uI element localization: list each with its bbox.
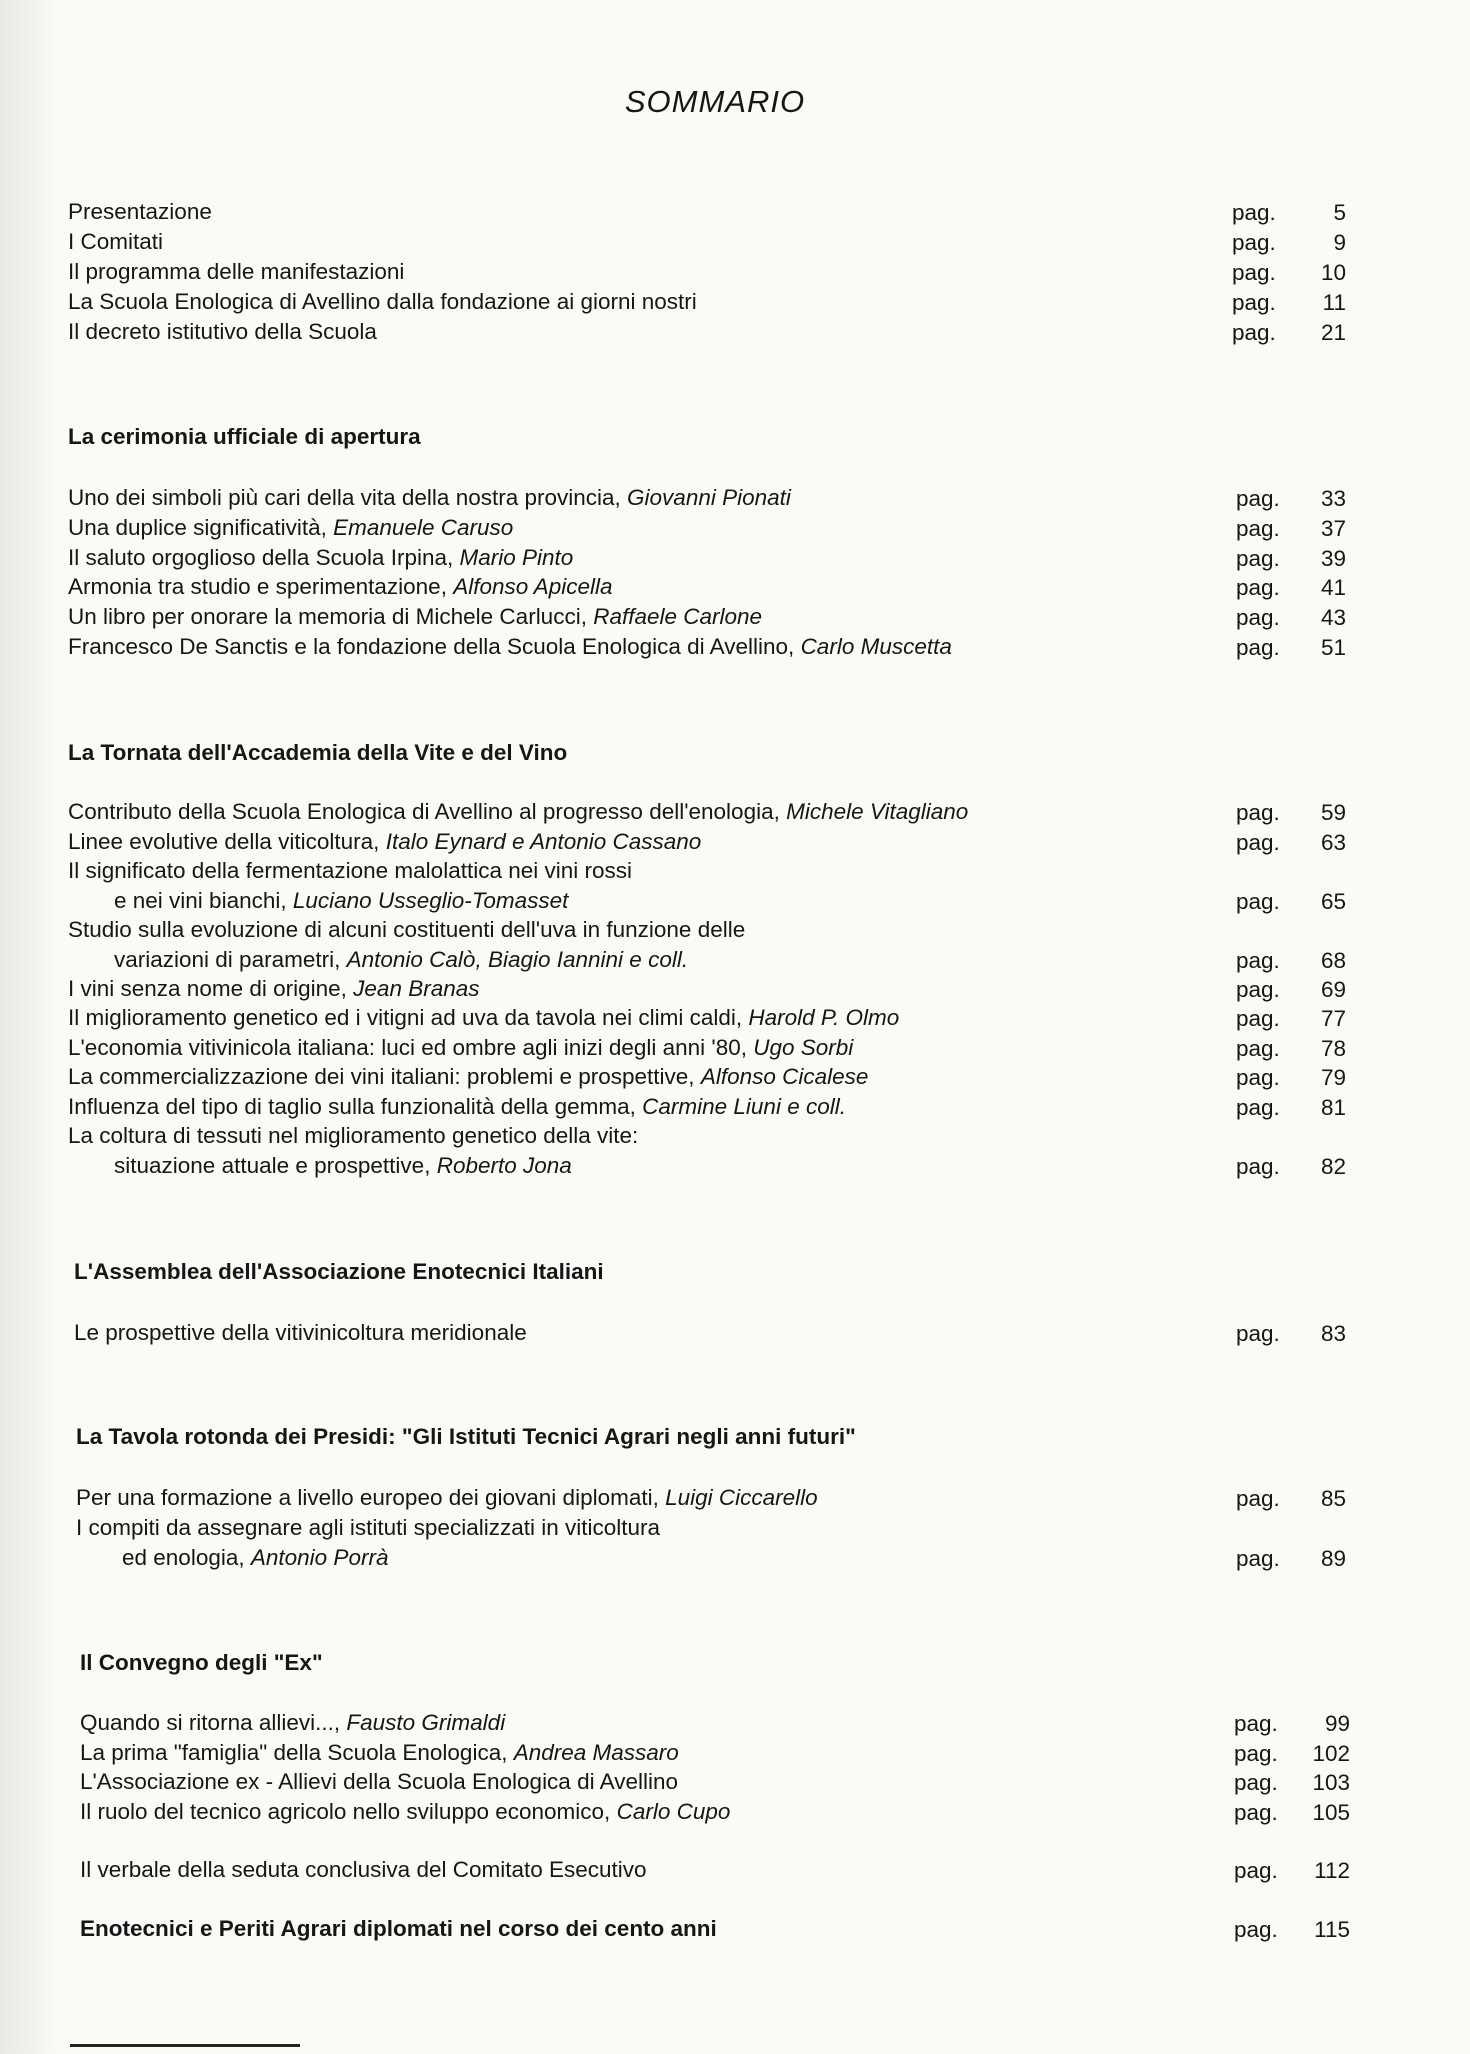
page-number: 69 — [1320, 977, 1346, 1002]
entry-title: L'Associazione ex - Allievi della Scuola Enologica di Avellino — [80, 1769, 678, 1794]
pag-label: pag. — [1236, 1486, 1280, 1511]
page-number: 112 — [1314, 1858, 1350, 1883]
page-number: 103 — [1312, 1770, 1350, 1795]
entry-title: Il decreto istitutivo della Scuola — [68, 319, 377, 344]
bottom-rule — [70, 2044, 300, 2047]
entry-author: Alfonso Apicella — [453, 574, 613, 599]
page-number: 10 — [1320, 260, 1346, 285]
toc-entry — [68, 483, 1348, 513]
toc-entry-line — [68, 1121, 1348, 1151]
entry-title: Il miglioramento genetico ed i vitigni ad uva da tavola nei climi caldi, Harold P. Olmo — [68, 1005, 900, 1030]
section-heading: La Tavola rotonda dei Presidi: "Gli Istituti Tecnici Agrari negli anni futuri" — [76, 1424, 856, 1449]
toc-entry-line — [76, 1513, 1356, 1543]
toc-entry — [80, 1767, 1360, 1797]
pag-label: pag. — [1236, 635, 1280, 660]
pag-label: pag. — [1234, 1741, 1278, 1766]
page-number: 115 — [1314, 1917, 1350, 1942]
toc-entry-line — [68, 915, 1348, 945]
toc-entry-line — [68, 856, 1348, 886]
entry-author: Harold P. Olmo — [748, 1005, 900, 1030]
entry-title: Il saluto orgoglioso della Scuola Irpina, Mario Pinto — [68, 545, 574, 570]
pag-label: pag. — [1234, 1858, 1278, 1883]
section-heading: L'Assemblea dell'Associazione Enotecnici Italiani — [74, 1259, 604, 1284]
toc-entry — [68, 572, 1348, 602]
entry-title: Un libro per onorare la memoria di Michele Carlucci, Raffaele Carlone — [68, 604, 763, 629]
pag-label: pag. — [1232, 260, 1276, 285]
entry-title: ed enologia, Antonio Porrà — [122, 1545, 389, 1570]
page-number: 9 — [1333, 230, 1346, 255]
entry-title: Il verbale della seduta conclusiva del Comitato Esecutivo — [80, 1857, 647, 1882]
toc-entry — [68, 257, 1348, 287]
entry-author: Michele Vitagliano — [786, 799, 969, 824]
pag-label: pag. — [1236, 1065, 1280, 1090]
toc-entry — [68, 543, 1348, 573]
entry-title: Il ruolo del tecnico agricolo nello sviluppo economico, Carlo Cupo — [80, 1799, 731, 1824]
entry-title: I Comitati — [68, 229, 164, 254]
entry-author: Emanuele Caruso — [333, 515, 514, 540]
entry-author: Luciano Usseglio-Tomasset — [292, 888, 569, 913]
page-number: 11 — [1322, 290, 1346, 315]
pag-label: pag. — [1236, 516, 1280, 541]
entry-title: La commercializzazione dei vini italiani: problemi e prospettive, Alfonso Cicalese — [68, 1064, 869, 1089]
entry-title: Contributo della Scuola Enologica di Avellino al progresso dell'enologia, Michele Vitagliano — [68, 799, 969, 824]
entry-author: Carlo Cupo — [616, 1799, 731, 1824]
entry-title: e nei vini bianchi, Luciano Usseglio-Tomasset — [114, 888, 569, 913]
toc-entry — [68, 974, 1348, 1004]
pag-label: pag. — [1234, 1711, 1278, 1736]
toc-entry — [68, 632, 1348, 662]
entry-title-line1: La coltura di tessuti nel miglioramento genetico della vite: — [68, 1123, 639, 1148]
page-number: 65 — [1320, 889, 1346, 914]
page-number: 77 — [1320, 1006, 1346, 1031]
toc-entry — [76, 1483, 1356, 1513]
toc-entry — [68, 1151, 1348, 1181]
toc-entry — [68, 317, 1348, 347]
toc-entry — [68, 602, 1348, 632]
entry-title-line1: I compiti da assegnare agli istituti specializzati in viticoltura — [76, 1515, 661, 1540]
toc-entry — [68, 513, 1348, 543]
entry-author: Italo Eynard e Antonio Cassano — [385, 829, 702, 854]
page-edge-shadow — [0, 0, 60, 2054]
pag-label: pag. — [1236, 546, 1280, 571]
page-number: 68 — [1320, 948, 1346, 973]
entry-title-line1: Il significato della fermentazione malolattica nei vini rossi — [68, 858, 633, 883]
toc-entry — [68, 945, 1348, 975]
entry-title: I vini senza nome di origine, Jean Branas — [68, 976, 480, 1001]
entry-author: Luigi Ciccarello — [665, 1485, 818, 1510]
section-heading: La cerimonia ufficiale di apertura — [68, 424, 421, 449]
page-number: 21 — [1320, 320, 1346, 345]
pag-label: pag. — [1232, 290, 1276, 315]
page-number: 102 — [1312, 1741, 1350, 1766]
entry-author: Roberto Jona — [436, 1153, 572, 1178]
pag-label: pag. — [1236, 1154, 1280, 1179]
page-number: 63 — [1320, 830, 1346, 855]
pag-label: pag. — [1236, 830, 1280, 855]
toc-entry — [68, 197, 1348, 227]
entry-author: Mario Pinto — [459, 545, 574, 570]
entry-title: Influenza del tipo di taglio sulla funzionalità della gemma, Carmine Liuni e coll. — [68, 1094, 846, 1119]
pag-label: pag. — [1234, 1770, 1278, 1795]
entry-author: Alfonso Cicalese — [700, 1064, 869, 1089]
toc-entry — [68, 1003, 1348, 1033]
page-number: 83 — [1320, 1321, 1346, 1346]
entry-author: Fausto Grimaldi — [346, 1710, 506, 1735]
toc-entry — [68, 287, 1348, 317]
entry-title: Enotecnici e Periti Agrari diplomati nel corso dei cento anni — [80, 1916, 717, 1941]
page-number: 51 — [1320, 635, 1346, 660]
toc-entry — [76, 1543, 1356, 1573]
pag-label: pag. — [1236, 605, 1280, 630]
page-number: 99 — [1324, 1711, 1350, 1736]
page-number: 85 — [1320, 1486, 1346, 1511]
pag-label: pag. — [1236, 800, 1280, 825]
page-number: 89 — [1320, 1546, 1346, 1571]
page-number: 81 — [1320, 1095, 1346, 1120]
entry-author: Andrea Massaro — [513, 1740, 679, 1765]
page-number: 41 — [1320, 575, 1346, 600]
pag-label: pag. — [1236, 1006, 1280, 1031]
toc-entry — [74, 1318, 1354, 1348]
entry-title: Le prospettive della vitivinicoltura meridionale — [74, 1320, 527, 1345]
entry-author: Antonio Calò, Biagio Iannini e coll. — [346, 947, 689, 972]
toc-entry — [68, 1033, 1348, 1063]
page-number: 33 — [1320, 486, 1346, 511]
toc-entry — [80, 1797, 1360, 1827]
pag-label: pag. — [1236, 1546, 1280, 1571]
pag-label: pag. — [1236, 1036, 1280, 1061]
toc-entry — [80, 1738, 1360, 1768]
entry-title: Quando si ritorna allievi..., Fausto Grimaldi — [80, 1710, 506, 1735]
toc-entry — [68, 886, 1348, 916]
section-heading: Il Convegno degli "Ex" — [80, 1650, 323, 1675]
page-number: 37 — [1320, 516, 1346, 541]
entry-title: Presentazione — [68, 199, 212, 224]
toc-entry — [80, 1855, 1360, 1885]
page-number: 39 — [1320, 546, 1346, 571]
pag-label: pag. — [1234, 1917, 1278, 1942]
page-number: 43 — [1320, 605, 1346, 630]
pag-label: pag. — [1236, 1321, 1280, 1346]
toc-entry — [80, 1914, 1360, 1944]
entry-author: Raffaele Carlone — [593, 604, 763, 629]
toc-entry — [68, 797, 1348, 827]
entry-title: Una duplice significatività, Emanuele Caruso — [68, 515, 514, 540]
entry-title: La Scuola Enologica di Avellino dalla fondazione ai giorni nostri — [68, 289, 697, 314]
entry-title: Il programma delle manifestazioni — [68, 259, 405, 284]
entry-author: Ugo Sorbi — [753, 1035, 854, 1060]
page-number: 105 — [1312, 1800, 1350, 1825]
page-title: SOMMARIO — [624, 84, 806, 119]
page-number: 59 — [1320, 800, 1346, 825]
entry-title: situazione attuale e prospettive, Roberto Jona — [114, 1153, 572, 1178]
entry-title: La prima "famiglia" della Scuola Enologica, Andrea Massaro — [80, 1740, 679, 1765]
pag-label: pag. — [1236, 948, 1280, 973]
entry-author: Antonio Porrà — [250, 1545, 389, 1570]
entry-title: Armonia tra studio e sperimentazione, Alfonso Apicella — [68, 574, 613, 599]
entry-title: Linee evolutive della viticoltura, Italo Eynard e Antonio Cassano — [68, 829, 702, 854]
entry-author: Giovanni Pionati — [627, 485, 791, 510]
pag-label: pag. — [1236, 575, 1280, 600]
pag-label: pag. — [1236, 889, 1280, 914]
entry-title-line1: Studio sulla evoluzione di alcuni costituenti dell'uva in funzione delle — [68, 917, 746, 942]
entry-title: L'economia vitivinicola italiana: luci ed ombre agli inizi degli anni '80, Ugo Sorbi — [68, 1035, 854, 1060]
entry-author: Carlo Muscetta — [800, 634, 952, 659]
page-number: 78 — [1320, 1036, 1346, 1061]
page-number: 79 — [1320, 1065, 1346, 1090]
entry-author: Jean Branas — [353, 976, 480, 1001]
toc-entry — [68, 1062, 1348, 1092]
entry-author: Carmine Liuni e coll. — [642, 1094, 846, 1119]
page-number: 82 — [1320, 1154, 1346, 1179]
section-heading: La Tornata dell'Accademia della Vite e del Vino — [68, 740, 568, 765]
pag-label: pag. — [1236, 1095, 1280, 1120]
toc-entry — [80, 1708, 1360, 1738]
entry-title: variazioni di parametri, Antonio Calò, Biagio Iannini e coll. — [114, 947, 689, 972]
toc-entry — [68, 1092, 1348, 1122]
pag-label: pag. — [1236, 977, 1280, 1002]
toc-entry — [68, 227, 1348, 257]
pag-label: pag. — [1236, 486, 1280, 511]
pag-label: pag. — [1234, 1800, 1278, 1825]
entry-title: Per una formazione a livello europeo dei giovani diplomati, Luigi Ciccarello — [76, 1485, 818, 1510]
entry-title: Uno dei simboli più cari della vita della nostra provincia, Giovanni Pionati — [68, 485, 791, 510]
entry-title: Francesco De Sanctis e la fondazione della Scuola Enologica di Avellino, Carlo Muscetta — [68, 634, 952, 659]
page-number: 5 — [1333, 200, 1346, 225]
pag-label: pag. — [1232, 320, 1276, 345]
toc-entry — [68, 827, 1348, 857]
pag-label: pag. — [1232, 230, 1276, 255]
pag-label: pag. — [1232, 200, 1276, 225]
